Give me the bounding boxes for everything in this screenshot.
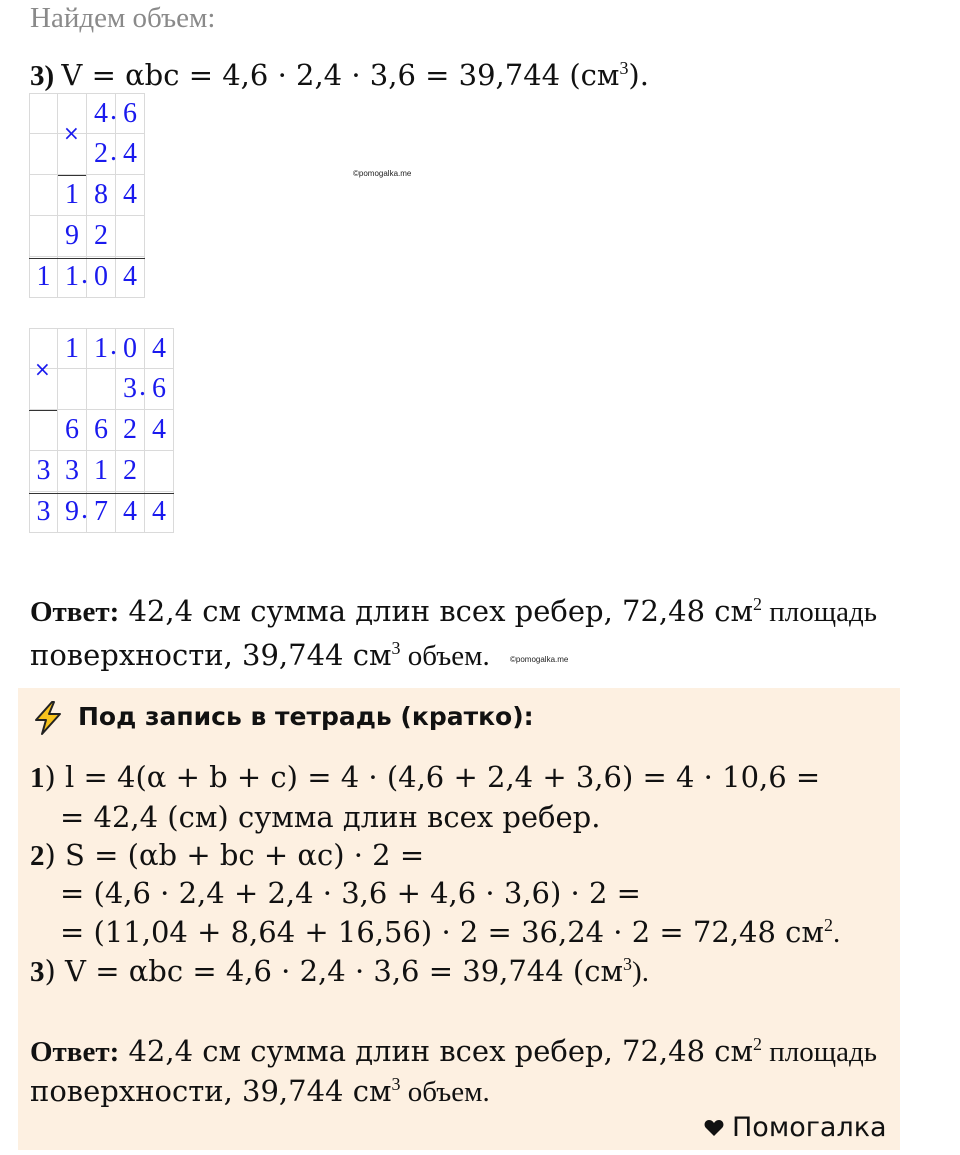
panel-answer-line-1 (30, 1034, 877, 1069)
multiply-sign: × (63, 121, 80, 145)
exponent: 3 (391, 1073, 401, 1094)
digit-cell (29, 93, 58, 134)
result-line (29, 258, 145, 259)
solution-step-2-cont (60, 915, 840, 950)
answer-line-1 (30, 594, 877, 629)
step-number: 3 (30, 956, 45, 988)
formula-tail: ). (632, 956, 649, 988)
formula-tail: ). (628, 58, 649, 92)
formula: V = αbc = 4,6 · 2,4 · 3,6 = 39,744 (см (61, 58, 620, 92)
digit-cell (29, 410, 58, 451)
digit-cell: 8 (87, 175, 116, 216)
step-number: 2 (30, 840, 45, 872)
sign-underline (29, 410, 57, 411)
digit-cell: 4 (145, 492, 174, 533)
digit-cell: 2 . (87, 134, 116, 175)
answer-text: 42,4 см сумма длин всех ребер, 72,48 см (119, 1034, 754, 1068)
notes-panel (18, 688, 900, 1150)
answer-label: Ответ: (30, 596, 120, 628)
digit-cell (87, 369, 116, 410)
digit-cell: 4 (145, 410, 174, 451)
digit-cell: 4 (116, 134, 145, 175)
digit-cell: 7 (87, 492, 116, 533)
digit-cell: 0 (87, 257, 116, 298)
digit-cell: 3 (29, 451, 58, 492)
solution-step-1-cont (60, 800, 600, 835)
answer-text: 42,4 см сумма длин всех ребер, 72,48 см (119, 594, 754, 628)
digit-cell (116, 216, 145, 257)
digit-cell (29, 175, 58, 216)
sign-underline (58, 175, 86, 176)
digit-cell: 0 (116, 328, 145, 369)
answer-text: поверхности, 39,744 см (30, 638, 392, 672)
digit-cell: 6 (87, 410, 116, 451)
digit-cell: 6 (58, 410, 87, 451)
step-number: 1 (30, 762, 45, 794)
answer-text: объем. (400, 640, 490, 672)
watermark: ©pomogalka.me (353, 169, 412, 178)
digit-cell: 2 (87, 216, 116, 257)
formula-tail: . (832, 917, 841, 949)
answer-text: площадь (762, 1036, 877, 1068)
exponent: 2 (823, 914, 833, 935)
multiplication-grid-1 (29, 93, 145, 298)
formula: = 42,4 (см) сумма длин всех ребер. (60, 800, 601, 834)
digit-cell: 1 (58, 328, 87, 369)
formula: ) V = αbc = 4,6 · 2,4 · 3,6 = 39,744 (см (44, 954, 624, 988)
digit-cell: 3 (29, 492, 58, 533)
step-number: 3) (30, 60, 55, 92)
digit-cell: 2 (116, 451, 145, 492)
digit-cell: 1 . (58, 257, 87, 298)
digit-cell: 9 (58, 216, 87, 257)
formula: = (11,04 + 8,64 + 16,56) · 2 = 36,24 · 2 = 72,48 см (60, 915, 824, 949)
exponent: 2 (753, 593, 763, 614)
digit-cell: 2 (116, 410, 145, 451)
formula: ) l = 4(α + b + c) = 4 · (4,6 + 2,4 + 3,6) = 4 · 10,6 = (44, 760, 821, 794)
exponent: 3 (623, 953, 633, 974)
brand (704, 1112, 887, 1143)
heart-icon (704, 1119, 724, 1137)
digit-cell: 4 (116, 175, 145, 216)
brand-name: Помогалка (732, 1112, 887, 1143)
formula: = (4,6 · 2,4 + 2,4 · 3,6 + 4,6 · 3,6) · 2 = (60, 876, 641, 910)
answer-line-2 (30, 638, 490, 673)
exponent: 3 (619, 57, 629, 78)
exponent: 3 (391, 637, 401, 658)
digit-cell: 4 (145, 328, 174, 369)
digit-cell: 4 (116, 492, 145, 533)
digit-cell: 1 (87, 451, 116, 492)
digit-cell: 3 . (116, 369, 145, 410)
digit-cell: 1 (58, 175, 87, 216)
digit-cell: 6 (116, 93, 145, 134)
step3-line (30, 58, 649, 93)
digit-cell: 6 (145, 369, 174, 410)
digit-cell: 1 . (87, 328, 116, 369)
digit-cell: 3 (58, 451, 87, 492)
answer-text: объем. (400, 1076, 490, 1108)
digit-cell: 9 . (58, 492, 87, 533)
section-heading: Найдем объем: (30, 2, 216, 34)
multiply-sign: × (34, 357, 51, 381)
panel-title: Под запись в тетрадь (кратко): (78, 702, 534, 731)
digit-cell (145, 451, 174, 492)
exponent: 2 (753, 1033, 763, 1054)
digit-cell (29, 216, 58, 257)
solution-step-2 (30, 838, 424, 873)
digit-cell: 4 (116, 257, 145, 298)
solution-step-3 (30, 954, 649, 989)
watermark: ©pomogalka.me (510, 655, 569, 664)
digit-cell: 1 (29, 257, 58, 298)
solution-step-2-cont (60, 876, 641, 911)
formula: ) S = (αb + bc + αc) · 2 = (44, 838, 425, 872)
answer-text: поверхности, 39,744 см (30, 1074, 392, 1108)
digit-cell (58, 369, 87, 410)
answer-text: площадь (762, 596, 877, 628)
answer-label: Ответ: (30, 1036, 120, 1068)
digit-cell (29, 134, 58, 175)
lightning-icon (30, 700, 66, 736)
digit-cell: 4 . (87, 93, 116, 134)
panel-answer-line-2 (30, 1074, 490, 1109)
result-line (29, 493, 174, 494)
solution-step-1 (30, 760, 820, 795)
